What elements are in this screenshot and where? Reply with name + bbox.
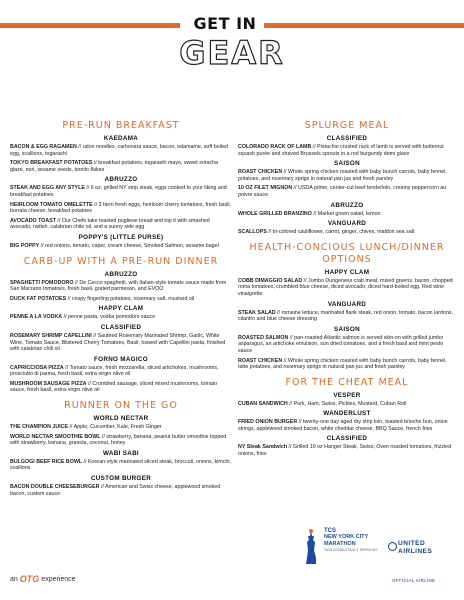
tcs-subtitle: TATA CONSULTANCY SERVICES	[324, 548, 378, 552]
menu-item-description: American and Swiss cheese, applewood smoked bacon, custom sauce	[10, 484, 221, 497]
menu-item-separator: //	[287, 400, 294, 407]
ua-line1: UNITED	[398, 540, 426, 547]
menu-item-name: COLORADO RACK OF LAMB	[238, 144, 312, 150]
globe-icon	[388, 542, 397, 551]
menu-item-description: Market green salad, lemon	[317, 210, 381, 217]
menu-item-name: DUCK FAT POTATOES	[10, 295, 67, 302]
menu-item-separator: //	[92, 201, 99, 208]
menu-item-separator: //	[275, 309, 282, 316]
otg-prefix: an	[10, 575, 18, 583]
section-title: RUNNER ON THE GO	[64, 400, 178, 412]
menu-item-description: USDA prime, center-cut beef tenderloin, creamy peppercorn au poivre sauce	[238, 185, 447, 198]
menu-item-separator: //	[292, 185, 299, 192]
menu-item-name: STEAK SALAD	[238, 309, 276, 316]
menu-item-description: De Cecco spaghetti, with Italian-style tomato sauce made from San Marzano tomatoes, fresh basil, grated parmesan, and EVOO	[10, 279, 227, 293]
menu-item-description: romaine lettuce, marinated flank steak, red onion, tomato, bacon lardons, cilantro and blue cheese dressing	[238, 309, 453, 323]
menu-item-description: crispy fingerling potatoes, rosemary salt, mustard oil	[72, 295, 195, 302]
restaurant-name: HAPPY CLAM	[324, 268, 370, 276]
menu-item	[238, 444, 456, 457]
menu-item	[238, 310, 456, 323]
menu-item-separator: //	[82, 458, 88, 465]
menu-item-description: 3 farm fresh eggs, heirloom cherry tomatoes, fresh basil, burrata cheese, breakfast potatoes	[10, 201, 232, 215]
restaurant-name: KAEDAMA	[103, 135, 139, 142]
menu-item-name: BIG POPPY	[10, 242, 40, 249]
menu-item-name: 10 OZ FILET MIGNON	[238, 185, 293, 192]
menu-item	[10, 434, 232, 447]
menu-item	[238, 144, 456, 157]
menu-item-separator: //	[63, 364, 70, 371]
menu-item	[10, 365, 232, 378]
menu-item-separator: //	[288, 334, 295, 341]
statue-of-liberty-icon	[302, 528, 320, 566]
section-title: CARB-UP WITH A PRE-RUN DINNER	[23, 255, 219, 267]
restaurant-name: VANGUARD	[327, 300, 367, 308]
united-airlines-logo	[398, 540, 432, 555]
restaurant-name: ABRUZZO	[104, 176, 138, 184]
menu-item-description: Sautéed Rosemary Marinated Shrimp, Garlic, White Wine, Tomato Sauce, Blistered Cherry Tomatoes, Basil, tossed with Capellini pasta, finished with calabrian chili oil	[10, 332, 226, 353]
section-title: HEALTH-CONCIOUS LUNCH/DINNER OPTIONS	[249, 241, 445, 265]
menu-item	[10, 333, 232, 353]
page-header	[0, 10, 464, 80]
restaurant-name: WABI SABI	[103, 449, 139, 457]
menu-item-description: Grilled 10 oz Hanger Steak, Swiss, Oven roasted tomatoes, frizzled onions, fries	[238, 444, 452, 458]
menu-item-separator: //	[302, 277, 309, 284]
restaurant-name: WORLD NECTAR	[93, 415, 149, 423]
menu-item	[238, 229, 456, 236]
menu-item-name: CUBAN SANDWICH	[238, 400, 288, 407]
menu-item	[10, 160, 232, 173]
menu-item-separator: //	[91, 332, 98, 339]
menu-item-name: HEIRLOOM TOMATO OMELETTE	[10, 201, 93, 208]
menu-item-name: BACON DOUBLE CHEESEBURGER	[10, 484, 100, 491]
menu-item	[10, 202, 232, 215]
menu-item	[238, 185, 456, 198]
menu-item-name: STEAK AND EGG ANY STYLE	[10, 185, 85, 192]
menu-section	[238, 242, 456, 371]
menu-item-description: Pistachio crusted rack of lamb is served with butternut squash purée and shaved Brussels sprouts in a red burgundy demi glace	[238, 144, 444, 157]
menu-item	[10, 243, 232, 250]
menu-section	[10, 400, 232, 497]
ua-line2: AIRLINES	[398, 547, 433, 555]
menu-item	[238, 419, 456, 432]
menu-item	[238, 169, 456, 182]
restaurant-name: VANGUARD	[327, 220, 367, 228]
section-title: PRE-RUN BREAKFAST	[62, 120, 180, 131]
right-column	[238, 120, 456, 464]
menu-item-description: Whole spring chicken roasted with baby bunch carrots, baby fennel, tatte potatoes, and rosemary sprigs in natural pan jus and fresh parsley	[238, 357, 447, 371]
section-title: FOR THE CHEAT MEAL	[285, 376, 409, 388]
menu-item-name: ROASTED SALMON	[238, 334, 289, 341]
otg-brand: OTG	[19, 574, 40, 584]
header-band-left	[0, 23, 180, 28]
menu-item-separator: //	[66, 295, 72, 302]
menu-item	[10, 459, 232, 472]
menu-item	[10, 314, 232, 321]
menu-item	[10, 280, 232, 293]
menu-item-description: tri-colored cauliflower, carrot, ginger, chives, maldon sea salt	[272, 229, 415, 236]
restaurant-name: CLASSIFIED	[100, 323, 142, 331]
menu-item-separator: //	[84, 185, 91, 192]
menu-item-description: Jumbo Dungeness crab meat, mixed greens, bacon, chopped roma tomatoes, crumbled blue cheese, diced avocado, diced hard-boiled egg. Red wine vinaigrette	[238, 277, 453, 297]
menu-item	[10, 185, 232, 198]
menu-item	[10, 218, 232, 231]
menu-item-description: 6 oz. grilled NY strip steak, eggs cooked to your liking and breakfast potatoes	[10, 185, 227, 198]
restaurant-name: CLASSIFIED	[326, 435, 368, 443]
menu-item-name: SCALLOPS	[238, 229, 267, 236]
menu-item-separator: //	[67, 424, 74, 431]
menu-item-description: pan-roasted Atlantic salmon is served skin-on with grilled jumbo asparagus, an artichoke emulsion, sun dried tomatoes, and a fresh basil and mint pesto sauce	[238, 334, 444, 354]
menu-item-description: Whole spring chicken roasted with baby bunch carrots, baby fennel, potatoes, and rosemary sprigs in natural pan jus and fresh parsley	[238, 169, 447, 182]
menu-item-description: breakfast potatoes, togarashi mayo, sweet sriracha glaze, nori, sesame seeds, bonito flakes	[10, 160, 219, 173]
restaurant-name: ABRUZZO	[330, 201, 364, 209]
restaurant-name: FORNO MAGICO	[94, 355, 148, 363]
menu-item-separator: //	[297, 419, 304, 426]
menu-item	[10, 144, 232, 157]
menu-item	[10, 381, 232, 394]
menu-item-name: ROAST CHICKEN	[238, 169, 283, 176]
menu-section	[238, 377, 456, 458]
menu-item-separator: //	[311, 144, 318, 150]
left-column	[10, 120, 232, 503]
menu-item	[238, 211, 456, 218]
menu-item-name: MUSHROOM SAUSAGE PIZZA	[10, 380, 87, 387]
menu-item	[238, 335, 456, 355]
menu-item-separator: //	[311, 210, 318, 217]
menu-item	[10, 484, 232, 497]
menu-section	[238, 120, 456, 236]
menu-item-description: Pork, Ham, Swiss, Pickles, Mustard, Cuban Roll	[293, 400, 407, 407]
restaurant-name: ABRUZZO	[104, 270, 138, 278]
menu-item-name: ROSEMARY SHRIMP CAPELLINI	[10, 332, 92, 339]
menu-item-name: WORLD NECTAR SMOOTHIE BOWL	[10, 433, 101, 440]
restaurant-name: VESPER	[333, 391, 361, 399]
menu-item-separator: //	[287, 444, 293, 451]
restaurant-name: WANDERLUST	[323, 410, 371, 418]
menu-item-separator: //	[56, 217, 62, 224]
menu-item-separator: //	[76, 144, 83, 150]
menu-item-description: Tomato sauce, fresh mozzarella, sliced artichokes, mushrooms, prosciutto di parma, fresh basil, extra-virgin olive oil	[10, 364, 219, 378]
menu-item-name: BULGOGI BEEF RICE BOWL	[10, 458, 83, 465]
restaurant-name: CUSTOM BURGER	[90, 475, 152, 483]
menu-item-description: Crumbled sausage, sliced mixed mushrooms, tomato sauce, fresh basil, extra-virgin olive oil	[10, 380, 218, 394]
menu-item-separator: //	[62, 314, 68, 321]
menu-item-name: WHOLE GRILLED BRANZINO	[238, 210, 312, 217]
menu-item-name: AVOCADO TOAST	[10, 217, 57, 224]
menu-item	[10, 296, 232, 303]
menu-item-name: BACON & EGG RAGAMEN	[10, 144, 77, 150]
restaurant-name: SAISON	[334, 160, 360, 168]
menu-item-separator: //	[282, 357, 289, 364]
menu-item-description: red onions, tomato, caper, cream cheese, Smoked Salmon, sesame bagel	[45, 242, 219, 249]
menu-item	[238, 401, 456, 408]
header-band-right	[264, 23, 464, 28]
menu-item-separator: //	[99, 484, 106, 491]
menu-item-name: CAPRICCIOSA PIZZA	[10, 364, 64, 371]
tcs-label: TCS	[324, 528, 336, 534]
menu-item	[238, 278, 456, 298]
page-title-line2: GEAR	[179, 34, 285, 72]
menu-item-name: SPAGHETTI POMODORO	[10, 279, 74, 286]
menu-item	[238, 358, 456, 371]
menu-item-name: COBB DIMAGGIO SALAD	[238, 277, 303, 284]
menu-section	[10, 120, 232, 250]
restaurant-name: POPPY'S (LITTLE PURSE)	[78, 233, 164, 241]
menu-item-description: Our Chefs take toasted pugliese bread and top it with smashed avocado, radish, calabrian chile oil, and a sunny side egg	[10, 217, 210, 231]
restaurant-name: CLASSIFIED	[326, 135, 368, 142]
tcs-nyc: NEW YORK CITY	[324, 534, 369, 540]
page-title-line1: GET IN	[193, 14, 257, 33]
menu-item-name: NY Steak Sandwich	[238, 444, 288, 451]
menu-section	[10, 256, 232, 395]
official-airline-label: OFFICIAL AIRLINE	[392, 578, 436, 583]
menu-item-separator: //	[282, 169, 289, 176]
menu-item-name: PENNE A LA VODKA	[10, 314, 63, 321]
menu-item-name: TOKYO BREAKFAST POTATOES	[10, 160, 93, 167]
menu-item-description: twenty-one day aged dry strip loin, toasted brioche bun, onion strings, applewood smoked bacon, white cheddar cheese, BBQ Sauce, french fries	[238, 419, 448, 432]
menu-item-description: udon noodles, carbonara sauce, bacon, edamame, soft boiled egg, scallions, togarashi	[10, 144, 228, 157]
menu-item-separator: //	[86, 380, 93, 387]
menu-item-name: ROAST CHICKEN	[238, 357, 283, 364]
menu-item-separator: //	[92, 160, 99, 167]
menu-item-separator: //	[100, 433, 107, 440]
section-title: SPLURGE MEAL	[304, 120, 390, 131]
otg-suffix: experience	[41, 575, 76, 583]
otg-logo	[10, 574, 76, 584]
menu-item-description: strawberry, banana, peanut butter smoothie topped with strawberry, banana, granola, coconut, honey	[10, 433, 227, 447]
menu-item-description: Korean-style marinated sliced steak, broccoli, onions, kimchi, scallions	[10, 458, 232, 472]
restaurant-name: SAISON	[334, 325, 360, 333]
menu-item-separator: //	[73, 279, 80, 286]
menu-item	[10, 424, 232, 431]
menu-item-name: FRIED ONION BURGER	[238, 419, 298, 426]
menu-item-name: THE CHAMPION JUICE	[10, 424, 68, 431]
tcs-marathon-logo	[302, 528, 377, 566]
menu-item-separator: //	[39, 242, 46, 249]
menu-item-description: Apple, Cucumber, Kale, Fresh Ginger	[73, 424, 162, 431]
menu-item-description: penne pasta, vodka pomodoro sauce	[67, 314, 156, 321]
menu-item-separator: //	[266, 229, 273, 236]
tcs-marathon: MARATHON	[324, 540, 356, 547]
restaurant-name: HAPPY CLAM	[98, 305, 144, 313]
